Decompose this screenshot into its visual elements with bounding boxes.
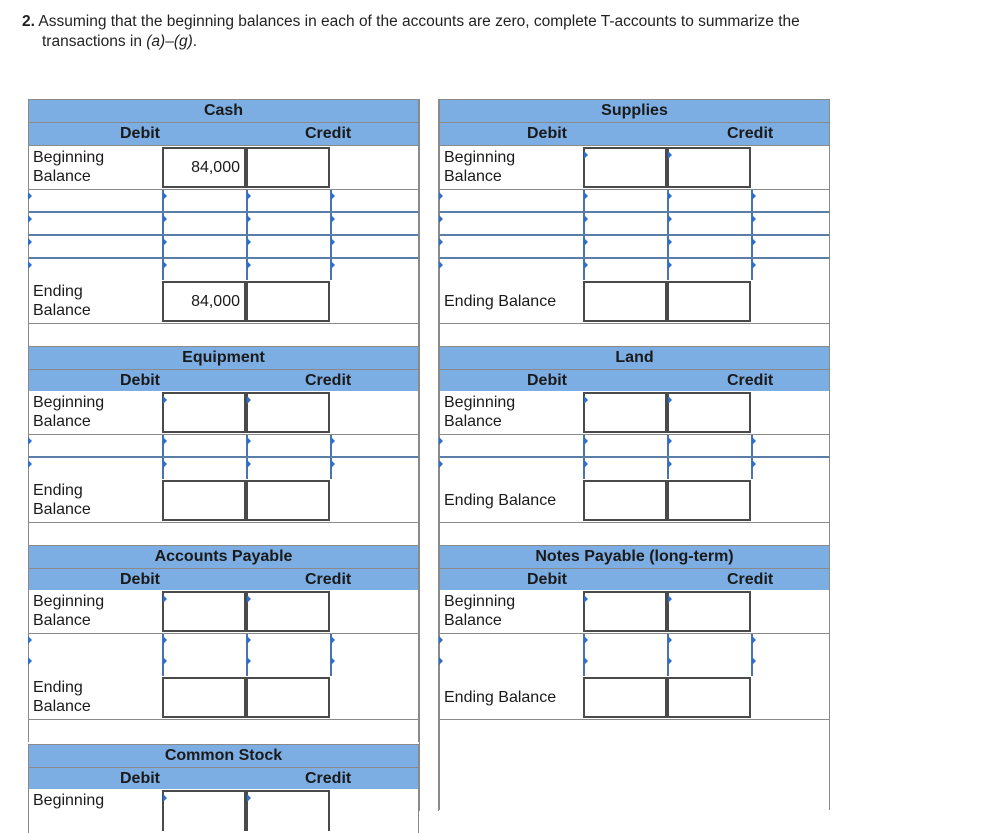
equipment-ending-credit-field[interactable] [246,480,330,521]
transaction-label-field[interactable] [29,190,30,211]
accounts-payable-beginning-debit-field[interactable] [162,591,246,632]
transaction-label-field[interactable] [440,190,441,211]
debit-header: Debit [527,125,567,142]
ending-balance-row [28,676,419,720]
transaction-row [28,190,419,213]
header-row-supplies [439,123,830,146]
transaction-credit-field[interactable] [330,213,418,234]
notes-payable-ending-credit-field[interactable] [667,677,751,718]
land-beginning-debit-field[interactable] [583,392,667,433]
land-beginning-credit-field[interactable] [667,392,751,433]
beginning-balance-label: Beginning [33,792,105,809]
transaction-row [439,634,830,657]
transaction-label-field[interactable] [29,655,30,676]
cash-ending-debit-field[interactable] [162,281,246,322]
account-title-land: Land [439,346,830,370]
transaction-credit-label-field[interactable] [246,634,330,655]
cash-beginning-debit-field[interactable] [162,147,246,188]
transaction-credit-field[interactable] [751,190,829,211]
transaction-credit-field[interactable] [751,213,829,234]
notes-payable-beginning-credit-field[interactable] [667,591,751,632]
transaction-label-field[interactable] [440,655,441,676]
common-stock-beginning-debit-field[interactable] [162,790,246,831]
notes-payable-beginning-debit-field[interactable] [583,591,667,632]
account-title-notes-payable: Notes Payable (long-term) [439,545,830,569]
transaction-debit-field[interactable] [162,213,246,234]
transaction-credit-label-field[interactable] [667,435,751,456]
spacer-row [28,324,419,346]
common-stock-beginning-credit-field[interactable] [246,790,330,831]
land-ending-credit-field[interactable] [667,480,751,521]
equipment-beginning-credit-field[interactable] [246,392,330,433]
transaction-credit-label-field[interactable] [246,435,330,456]
header-row-accounts-payable [28,569,419,592]
transaction-debit-field[interactable] [162,236,246,257]
transaction-credit-field[interactable] [751,236,829,257]
account-title-accounts-payable: Accounts Payable [28,545,419,569]
transaction-credit-label-field[interactable] [667,259,751,280]
transaction-debit-field[interactable] [162,435,246,456]
cash-ending-debit-value: 84,000 [191,293,240,310]
transaction-row [28,634,419,657]
transaction-label-field[interactable] [29,236,30,257]
transaction-credit-field[interactable] [330,190,418,211]
header-row-notes-payable [439,569,830,592]
transaction-credit-field[interactable] [751,458,829,479]
beginning-balance-row [439,590,830,634]
transaction-credit-label-field[interactable] [667,634,751,655]
ending-balance-label: Ending Balance [444,689,557,706]
transaction-debit-field[interactable] [583,190,667,211]
supplies-beginning-credit-field[interactable] [667,147,751,188]
transaction-label-field[interactable] [440,435,441,456]
transaction-credit-label-field[interactable] [246,655,330,676]
equipment-ending-debit-field[interactable] [162,480,246,521]
transaction-debit-field[interactable] [583,259,667,280]
transaction-credit-field[interactable] [330,655,418,676]
beginning-balance-label: Beginning Balance [33,394,105,430]
beginning-balance-label: Beginning Balance [444,394,516,430]
transaction-debit-field[interactable] [583,634,667,655]
credit-header: Credit [305,125,352,142]
supplies-ending-debit-field[interactable] [583,281,667,322]
ending-balance-row [439,280,830,324]
credit-header: Credit [727,372,774,389]
beginning-balance-row [439,391,830,435]
supplies-beginning-debit-field[interactable] [583,147,667,188]
transaction-label-field[interactable] [29,435,30,456]
transaction-label-field[interactable] [440,634,441,655]
accounts-payable-beginning-credit-field[interactable] [246,591,330,632]
transaction-credit-label-field[interactable] [246,236,330,257]
ending-balance-row [439,676,830,720]
debit-header: Debit [120,125,160,142]
beginning-balance-row [28,146,419,190]
ending-balance-label: Ending Balance [444,293,557,310]
ending-balance-label: Ending Balance [444,492,557,509]
ending-balance-label: Ending Balance [33,482,91,518]
transaction-row [28,435,419,458]
notes-payable-ending-debit-field[interactable] [583,677,667,718]
spacer-row [439,523,830,545]
transaction-credit-label-field[interactable] [246,190,330,211]
beginning-balance-label: Beginning Balance [444,149,516,185]
transaction-credit-field[interactable] [330,634,418,655]
transaction-debit-field[interactable] [583,236,667,257]
transaction-row [28,655,419,678]
question-text-line1: Assuming that the beginning balances in each of the accounts are zero, complete T-accounts to summarize the [38,13,800,30]
question-text-line2-italic: (a)–(g) [146,33,193,50]
transaction-credit-field[interactable] [330,259,418,280]
column-divider [419,99,439,811]
header-row-land [439,370,830,393]
transaction-row [28,213,419,236]
question-number: 2. [22,13,35,30]
accounts-payable-ending-debit-field[interactable] [162,677,246,718]
transaction-credit-field[interactable] [330,435,418,456]
ending-balance-row [28,479,419,523]
account-title-common-stock: Common Stock [28,744,419,768]
transaction-label-field[interactable] [29,213,30,234]
debit-header: Debit [120,372,160,389]
transaction-credit-label-field[interactable] [667,213,751,234]
ending-balance-label: Ending Balance [33,679,91,715]
transaction-debit-field[interactable] [583,655,667,676]
transaction-row [28,458,419,481]
transaction-credit-label-field[interactable] [667,236,751,257]
transaction-row [439,213,830,236]
transaction-credit-label-field[interactable] [246,259,330,280]
transaction-row [439,655,830,678]
spacer-row [28,720,419,742]
question-prompt [22,12,962,52]
transaction-row [439,435,830,458]
beginning-balance-row [28,391,419,435]
transaction-credit-label-field[interactable] [667,655,751,676]
transaction-credit-label-field[interactable] [246,458,330,479]
transaction-row [28,236,419,259]
transaction-label-field[interactable] [440,213,441,234]
beginning-balance-label: Beginning Balance [33,149,105,185]
account-title-cash: Cash [28,99,419,123]
credit-header: Credit [305,770,352,787]
transaction-label-field[interactable] [29,458,30,479]
transaction-credit-label-field[interactable] [667,190,751,211]
transaction-credit-label-field[interactable] [246,213,330,234]
transaction-label-field[interactable] [29,259,30,280]
beginning-balance-row [28,789,419,833]
transaction-debit-field[interactable] [583,213,667,234]
transaction-row [439,458,830,481]
transaction-debit-field[interactable] [162,259,246,280]
question-text-line2-pre: transactions in [42,33,147,50]
transaction-label-field[interactable] [440,259,441,280]
spacer-row [439,720,830,810]
header-row-cash [28,123,419,146]
transaction-debit-field[interactable] [583,435,667,456]
transaction-row [28,259,419,282]
beginning-balance-row [439,146,830,190]
transaction-credit-field[interactable] [751,259,829,280]
debit-header: Debit [527,372,567,389]
beginning-balance-label: Beginning Balance [444,593,516,629]
debit-header: Debit [120,571,160,588]
transaction-debit-field[interactable] [583,458,667,479]
transaction-row [439,259,830,282]
transaction-row [439,236,830,259]
debit-header: Debit [527,571,567,588]
transaction-credit-field[interactable] [751,634,829,655]
spacer-row [439,324,830,346]
question-text-line2-post: . [192,33,198,50]
transaction-credit-label-field[interactable] [667,458,751,479]
transaction-debit-field[interactable] [162,458,246,479]
account-title-equipment: Equipment [28,346,419,370]
cash-beginning-debit-value: 84,000 [191,159,240,176]
header-row-common-stock [28,768,419,791]
account-title-supplies: Supplies [439,99,830,123]
transaction-label-field[interactable] [29,634,30,655]
equipment-beginning-debit-field[interactable] [162,392,246,433]
transaction-credit-field[interactable] [751,655,829,676]
credit-header: Credit [305,372,352,389]
cash-ending-credit-field[interactable] [246,281,330,322]
beginning-balance-row [28,590,419,634]
supplies-ending-credit-field[interactable] [667,281,751,322]
accounts-payable-ending-credit-field[interactable] [246,677,330,718]
header-row-equipment [28,370,419,393]
cash-beginning-credit-field[interactable] [246,147,330,188]
ending-balance-label: Ending Balance [33,283,91,319]
transaction-label-field[interactable] [440,236,441,257]
credit-header: Credit [305,571,352,588]
transaction-credit-field[interactable] [330,458,418,479]
beginning-balance-label: Beginning Balance [33,593,105,629]
debit-header: Debit [120,770,160,787]
ending-balance-row [439,479,830,523]
spacer-row [28,523,419,545]
transaction-label-field[interactable] [440,458,441,479]
transaction-debit-field[interactable] [162,190,246,211]
land-ending-debit-field[interactable] [583,480,667,521]
transaction-credit-field[interactable] [751,435,829,456]
credit-header: Credit [727,125,774,142]
ending-balance-row [28,280,419,324]
transaction-debit-field[interactable] [162,655,246,676]
transaction-row [439,190,830,213]
credit-header: Credit [727,571,774,588]
transaction-debit-field[interactable] [162,634,246,655]
transaction-credit-field[interactable] [330,236,418,257]
